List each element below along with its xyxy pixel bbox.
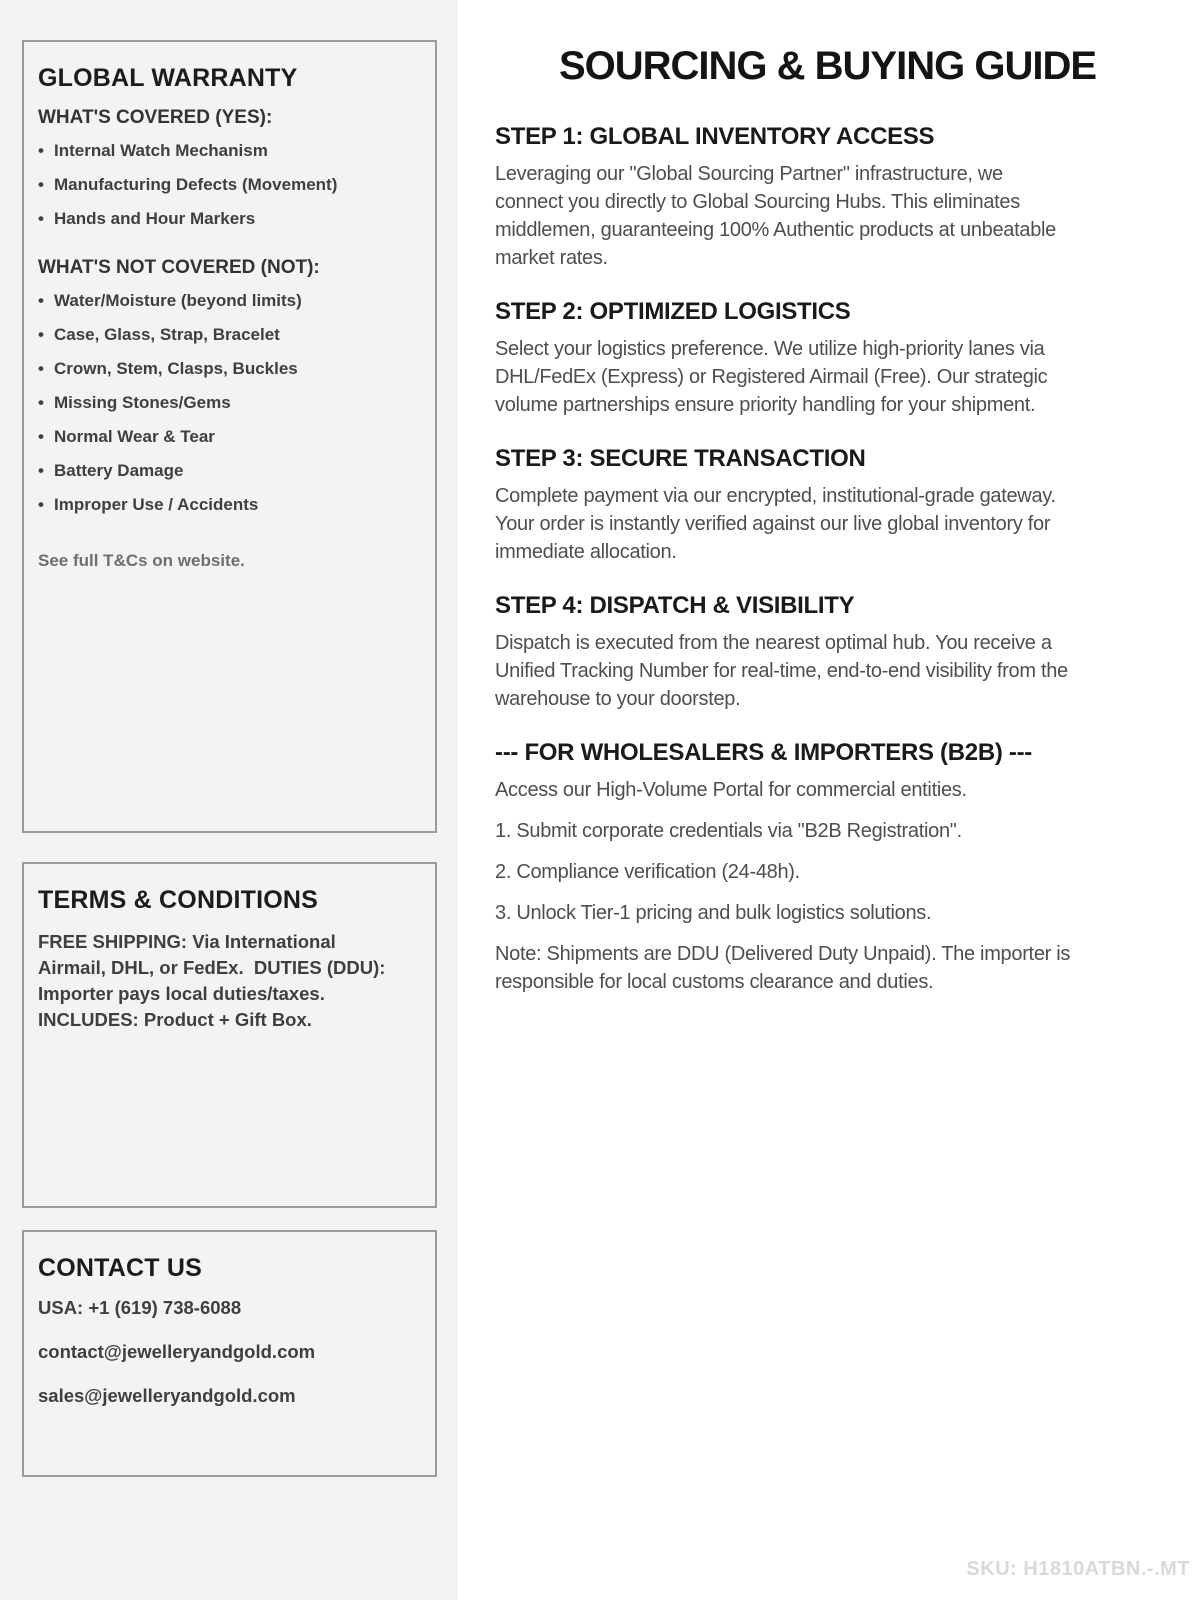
section-paragraph: Access our High-Volume Portal for commercial entities. xyxy=(495,779,967,801)
page-title: SOURCING & BUYING GUIDE xyxy=(558,44,1097,88)
contact-title: CONTACT US xyxy=(38,1254,203,1282)
section-b2b xyxy=(495,739,1160,996)
warranty-not-covered-heading: WHAT'S NOT COVERED (NOT): xyxy=(38,257,320,278)
list-item: • Normal Wear & Tear xyxy=(38,427,419,447)
section-paragraph: 2. Compliance verification (24-48h). xyxy=(495,861,800,883)
section-heading: STEP 1: GLOBAL INVENTORY ACCESS xyxy=(495,123,935,150)
section-heading: --- FOR WHOLESALERS & IMPORTERS (B2B) --- xyxy=(495,739,1032,766)
list-item: • Hands and Hour Markers xyxy=(38,209,419,229)
warranty-footnote: See full T&Cs on website. xyxy=(38,551,245,570)
list-item: • Manufacturing Defects (Movement) xyxy=(38,175,419,195)
section-paragraph: Complete payment via our encrypted, institutional-grade gateway. Your order is instantly verified against our live global inventory for immediate allocation. xyxy=(495,485,1056,563)
contact-phone: USA: +1 (619) 738-6088 xyxy=(38,1297,242,1318)
warranty-not-covered-list xyxy=(38,291,419,515)
section-paragraph: Select your logistics preference. We utilize high-priority lanes via DHL/FedEx (Express) or Registered Airmail (Free). Our strategic volume partnerships ensure priority handling for your shipment. xyxy=(495,338,1048,416)
section-paragraph: Note: Shipments are DDU (Delivered Duty Unpaid). The importer is responsible for local customs clearance and duties. xyxy=(495,943,1071,993)
list-item: • Internal Watch Mechanism xyxy=(38,141,419,161)
list-item: • Case, Glass, Strap, Bracelet xyxy=(38,325,419,345)
section-paragraph: 1. Submit corporate credentials via "B2B Registration". xyxy=(495,820,962,842)
contact-email: contact@jewelleryandgold.com xyxy=(38,1341,316,1362)
list-item: • Crown, Stem, Clasps, Buckles xyxy=(38,359,419,379)
sidebar xyxy=(0,0,458,1600)
terms-card xyxy=(22,862,437,1208)
section-heading: STEP 3: SECURE TRANSACTION xyxy=(495,445,866,472)
contact-card xyxy=(22,1230,437,1477)
warranty-title: GLOBAL WARRANTY xyxy=(38,64,298,92)
section-heading: STEP 2: OPTIMIZED LOGISTICS xyxy=(495,298,851,325)
sku-label: SKU: H1810ATBN.-.MT xyxy=(966,1558,1190,1580)
contact-sales-email: sales@jewelleryandgold.com xyxy=(38,1385,296,1406)
list-item: • Battery Damage xyxy=(38,461,419,481)
section-step-4 xyxy=(495,592,1160,713)
warranty-card xyxy=(22,40,437,833)
section-paragraph: 3. Unlock Tier-1 pricing and bulk logistics solutions. xyxy=(495,902,932,924)
warranty-covered-heading: WHAT'S COVERED (YES): xyxy=(38,107,273,128)
section-paragraph: Dispatch is executed from the nearest optimal hub. You receive a Unified Tracking Number for real-time, end-to-end visibility from the warehouse to your doorstep. xyxy=(495,632,1068,710)
section-step-2 xyxy=(495,298,1160,419)
section-paragraph: Leveraging our "Global Sourcing Partner" infrastructure, we connect you directly to Global Sourcing Hubs. This eliminates middlemen, guaranteeing 100% Authentic products at unbeatable market rates. xyxy=(495,163,1056,269)
list-item: • Water/Moisture (beyond limits) xyxy=(38,291,419,311)
section-step-3 xyxy=(495,445,1160,566)
list-item: • Missing Stones/Gems xyxy=(38,393,419,413)
terms-title: TERMS & CONDITIONS xyxy=(38,886,318,914)
section-heading: STEP 4: DISPATCH & VISIBILITY xyxy=(495,592,855,619)
main-content xyxy=(458,0,1200,1600)
terms-body: FREE SHIPPING: Via International Airmail, DHL, or FedEx. DUTIES (DDU): Importer pays local duties/taxes. INCLUDES: Product + Gift Box. xyxy=(38,931,391,1030)
warranty-covered-list xyxy=(38,141,419,229)
list-item: • Improper Use / Accidents xyxy=(38,495,419,515)
section-step-1 xyxy=(495,123,1160,272)
